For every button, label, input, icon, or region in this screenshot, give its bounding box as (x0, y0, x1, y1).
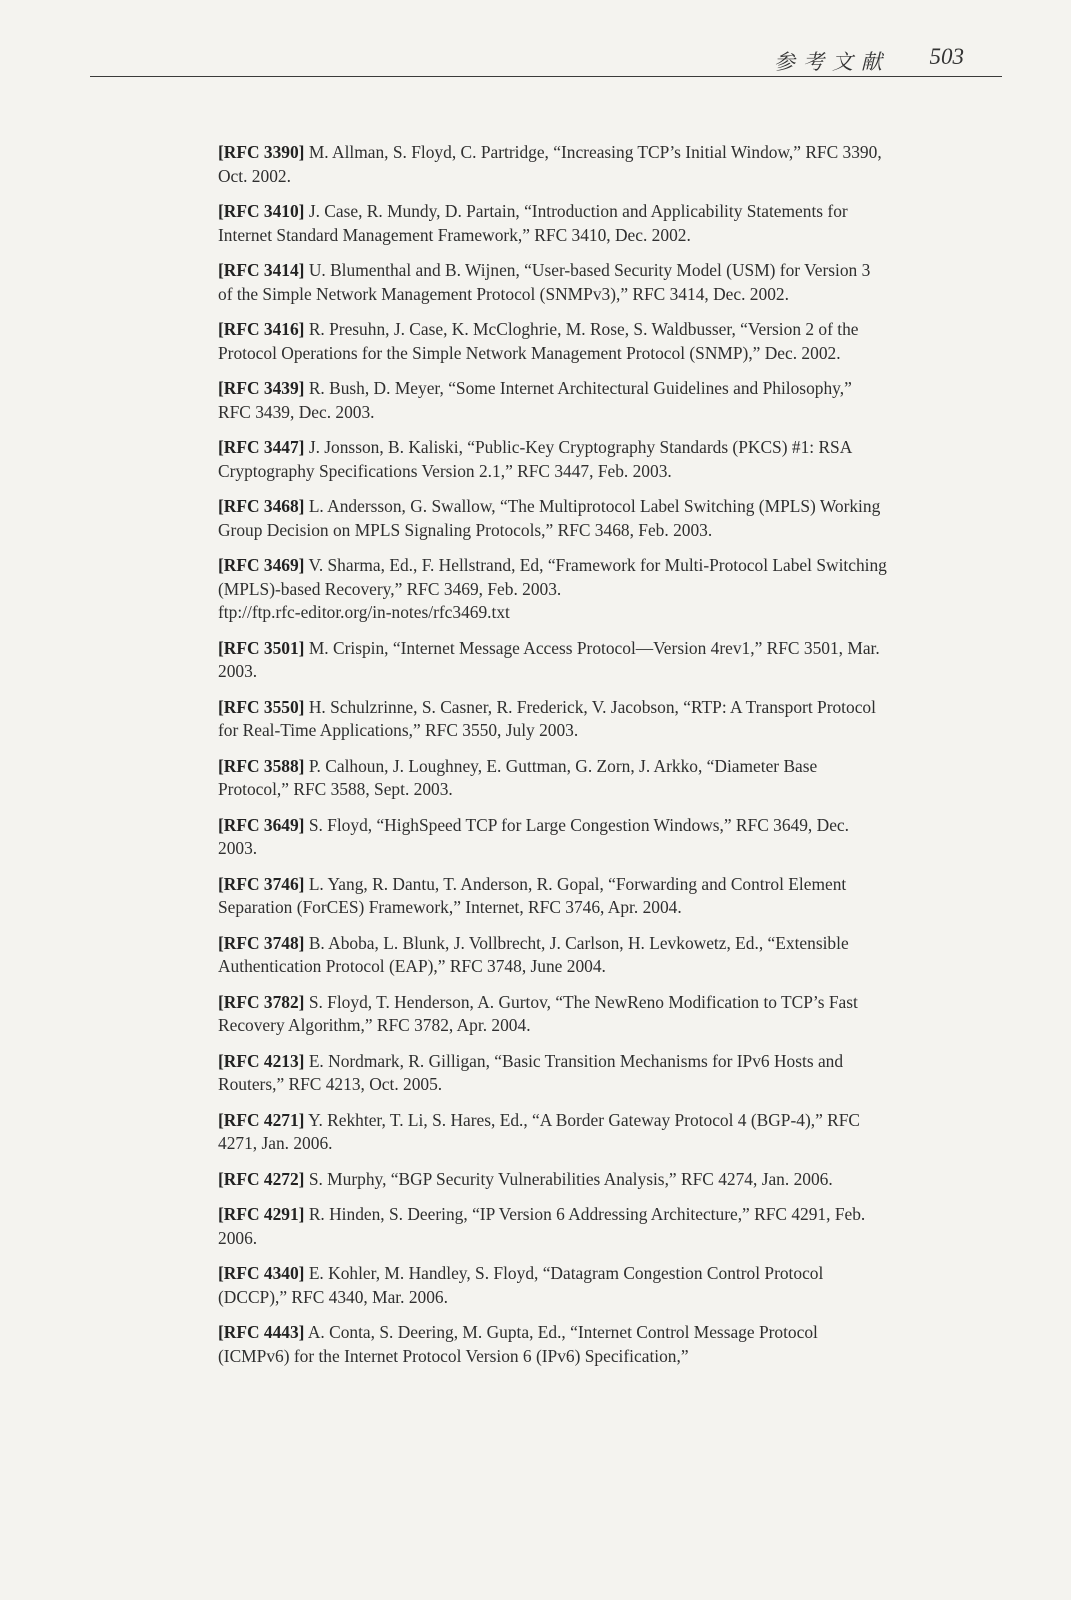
reference-entry (218, 991, 888, 1038)
reference-tag: [RFC 3501] (218, 637, 305, 658)
reference-text: E. Nordmark, R. Gilligan, “Basic Transition Mechanisms for IPv6 Hosts and Routers,” RFC 4213, Oct. 2005. (218, 1050, 844, 1094)
reference-tag: [RFC 4272] (218, 1168, 305, 1189)
reference-entry (218, 495, 888, 542)
reference-tag: [RFC 3746] (218, 873, 305, 894)
reference-text: P. Calhoun, J. Loughney, E. Guttman, G. Zorn, J. Arkko, “Diameter Base Protocol,” RFC 3588, Sept. 2003. (218, 755, 818, 799)
reference-text: S. Floyd, T. Henderson, A. Gurtov, “The NewReno Modification to TCP’s Fast Recovery Algorithm,” RFC 3782, Apr. 2004. (218, 991, 858, 1035)
reference-entry (218, 696, 888, 743)
reference-text: R. Bush, D. Meyer, “Some Internet Architectural Guidelines and Philosophy,” RFC 3439, Dec. 2003. (218, 378, 852, 422)
reference-entry (218, 1203, 888, 1250)
reference-text: R. Hinden, S. Deering, “IP Version 6 Addressing Architecture,” RFC 4291, Feb. 2006. (218, 1204, 866, 1248)
reference-text: V. Sharma, Ed., F. Hellstrand, Ed, “Framework for Multi-Protocol Label Switching (MPLS)-based Recovery,” RFC 3469, Feb. 2003. (218, 555, 887, 599)
reference-entry (218, 814, 888, 861)
reference-text: U. Blumenthal and B. Wijnen, “User-based Security Model (USM) for Version 3 of the Simple Network Management Protocol (SNMPv3),” RFC 3414, Dec. 2002. (218, 260, 871, 304)
page-number: 503 (929, 44, 964, 69)
reference-tag: [RFC 4213] (218, 1050, 305, 1071)
reference-tag: [RFC 3468] (218, 496, 305, 516)
reference-tag: [RFC 4340] (218, 1263, 305, 1283)
reference-entry (218, 259, 888, 306)
reference-text: L. Yang, R. Dantu, T. Anderson, R. Gopal, “Forwarding and Control Element Separation (ForCES) Framework,” Internet, RFC 3746, Apr. 2004. (218, 873, 847, 917)
reference-list (218, 141, 888, 1380)
reference-tag: [RFC 3439] (218, 378, 305, 398)
reference-tag: [RFC 4443] (218, 1322, 305, 1342)
header-title: 参考文献 (774, 50, 890, 74)
reference-text: S. Murphy, “BGP Security Vulnerabilities Analysis,” RFC 4274, Jan. 2006. (308, 1168, 833, 1189)
reference-entry (218, 932, 888, 979)
reference-tag: [RFC 3390] (218, 142, 305, 162)
reference-text: J. Jonsson, B. Kaliski, “Public-Key Cryptography Standards (PKCS) #1: RSA Cryptography Specifications Version 2.1,” RFC 3447, Feb. 2003. (218, 437, 852, 481)
reference-entry (218, 141, 888, 188)
reference-text: M. Crispin, “Internet Message Access Protocol—Version 4rev1,” RFC 3501, Mar. 2003. (218, 637, 880, 681)
reference-text: H. Schulzrinne, S. Casner, R. Frederick, V. Jacobson, “RTP: A Transport Protocol for Real-Time Applications,” RFC 3550, July 2003. (218, 696, 876, 740)
reference-tag: [RFC 3588] (218, 755, 305, 776)
reference-entry (218, 554, 888, 625)
reference-url: ftp://ftp.rfc-editor.org/in-notes/rfc3469.txt (218, 602, 510, 622)
reference-tag: [RFC 3649] (218, 814, 305, 835)
reference-tag: [RFC 4291] (218, 1204, 305, 1224)
reference-tag: [RFC 3410] (218, 201, 305, 221)
reference-text: E. Kohler, M. Handley, S. Floyd, “Datagram Congestion Control Protocol (DCCP),” RFC 4340, Mar. 2006. (218, 1263, 824, 1307)
reference-entry (218, 1321, 888, 1368)
reference-tag: [RFC 4271] (218, 1109, 305, 1130)
reference-entry (218, 1109, 888, 1156)
reference-text: M. Allman, S. Floyd, C. Partridge, “Increasing TCP’s Initial Window,” RFC 3390, Oct. 2002. (218, 142, 882, 186)
reference-entry (218, 318, 888, 365)
reference-tag: [RFC 3447] (218, 437, 305, 457)
reference-entry (218, 637, 888, 684)
reference-tag: [RFC 3782] (218, 991, 305, 1012)
reference-tag: [RFC 3416] (218, 319, 305, 339)
reference-entry (218, 436, 888, 483)
reference-tag: [RFC 3748] (218, 932, 305, 953)
reference-text: L. Andersson, G. Swallow, “The Multiprotocol Label Switching (MPLS) Working Group Decision on MPLS Signaling Protocols,” RFC 3468, Feb. 2003. (218, 496, 881, 540)
reference-entry (218, 873, 888, 920)
reference-tag: [RFC 3469] (218, 555, 305, 575)
running-header (90, 40, 1002, 77)
reference-entry (218, 1050, 888, 1097)
reference-tag: [RFC 3414] (218, 260, 305, 280)
reference-entry (218, 377, 888, 424)
reference-text: A. Conta, S. Deering, M. Gupta, Ed., “Internet Control Message Protocol (ICMPv6) for the Internet Protocol Version 6 (IPv6) Specification,” (218, 1322, 818, 1366)
reference-text: B. Aboba, L. Blunk, J. Vollbrecht, J. Carlson, H. Levkowetz, Ed., “Extensible Authentication Protocol (EAP),” RFC 3748, June 2004. (218, 932, 849, 976)
reference-entry (218, 755, 888, 802)
reference-entry (218, 1262, 888, 1309)
reference-entry (218, 1168, 888, 1192)
reference-entry (218, 200, 888, 247)
reference-text: R. Presuhn, J. Case, K. McCloghrie, M. Rose, S. Waldbusser, “Version 2 of the Protocol Operations for the Simple Network Management Protocol (SNMP),” Dec. 2002. (218, 319, 859, 363)
reference-tag: [RFC 3550] (218, 696, 305, 717)
reference-text: J. Case, R. Mundy, D. Partain, “Introduction and Applicability Statements for Internet Standard Management Framework,” RFC 3410, Dec. 2002. (218, 201, 848, 245)
reference-text: Y. Rekhter, T. Li, S. Hares, Ed., “A Border Gateway Protocol 4 (BGP-4),” RFC 4271, Jan. 2006. (218, 1109, 861, 1153)
reference-text: S. Floyd, “HighSpeed TCP for Large Congestion Windows,” RFC 3649, Dec. 2003. (218, 814, 849, 858)
